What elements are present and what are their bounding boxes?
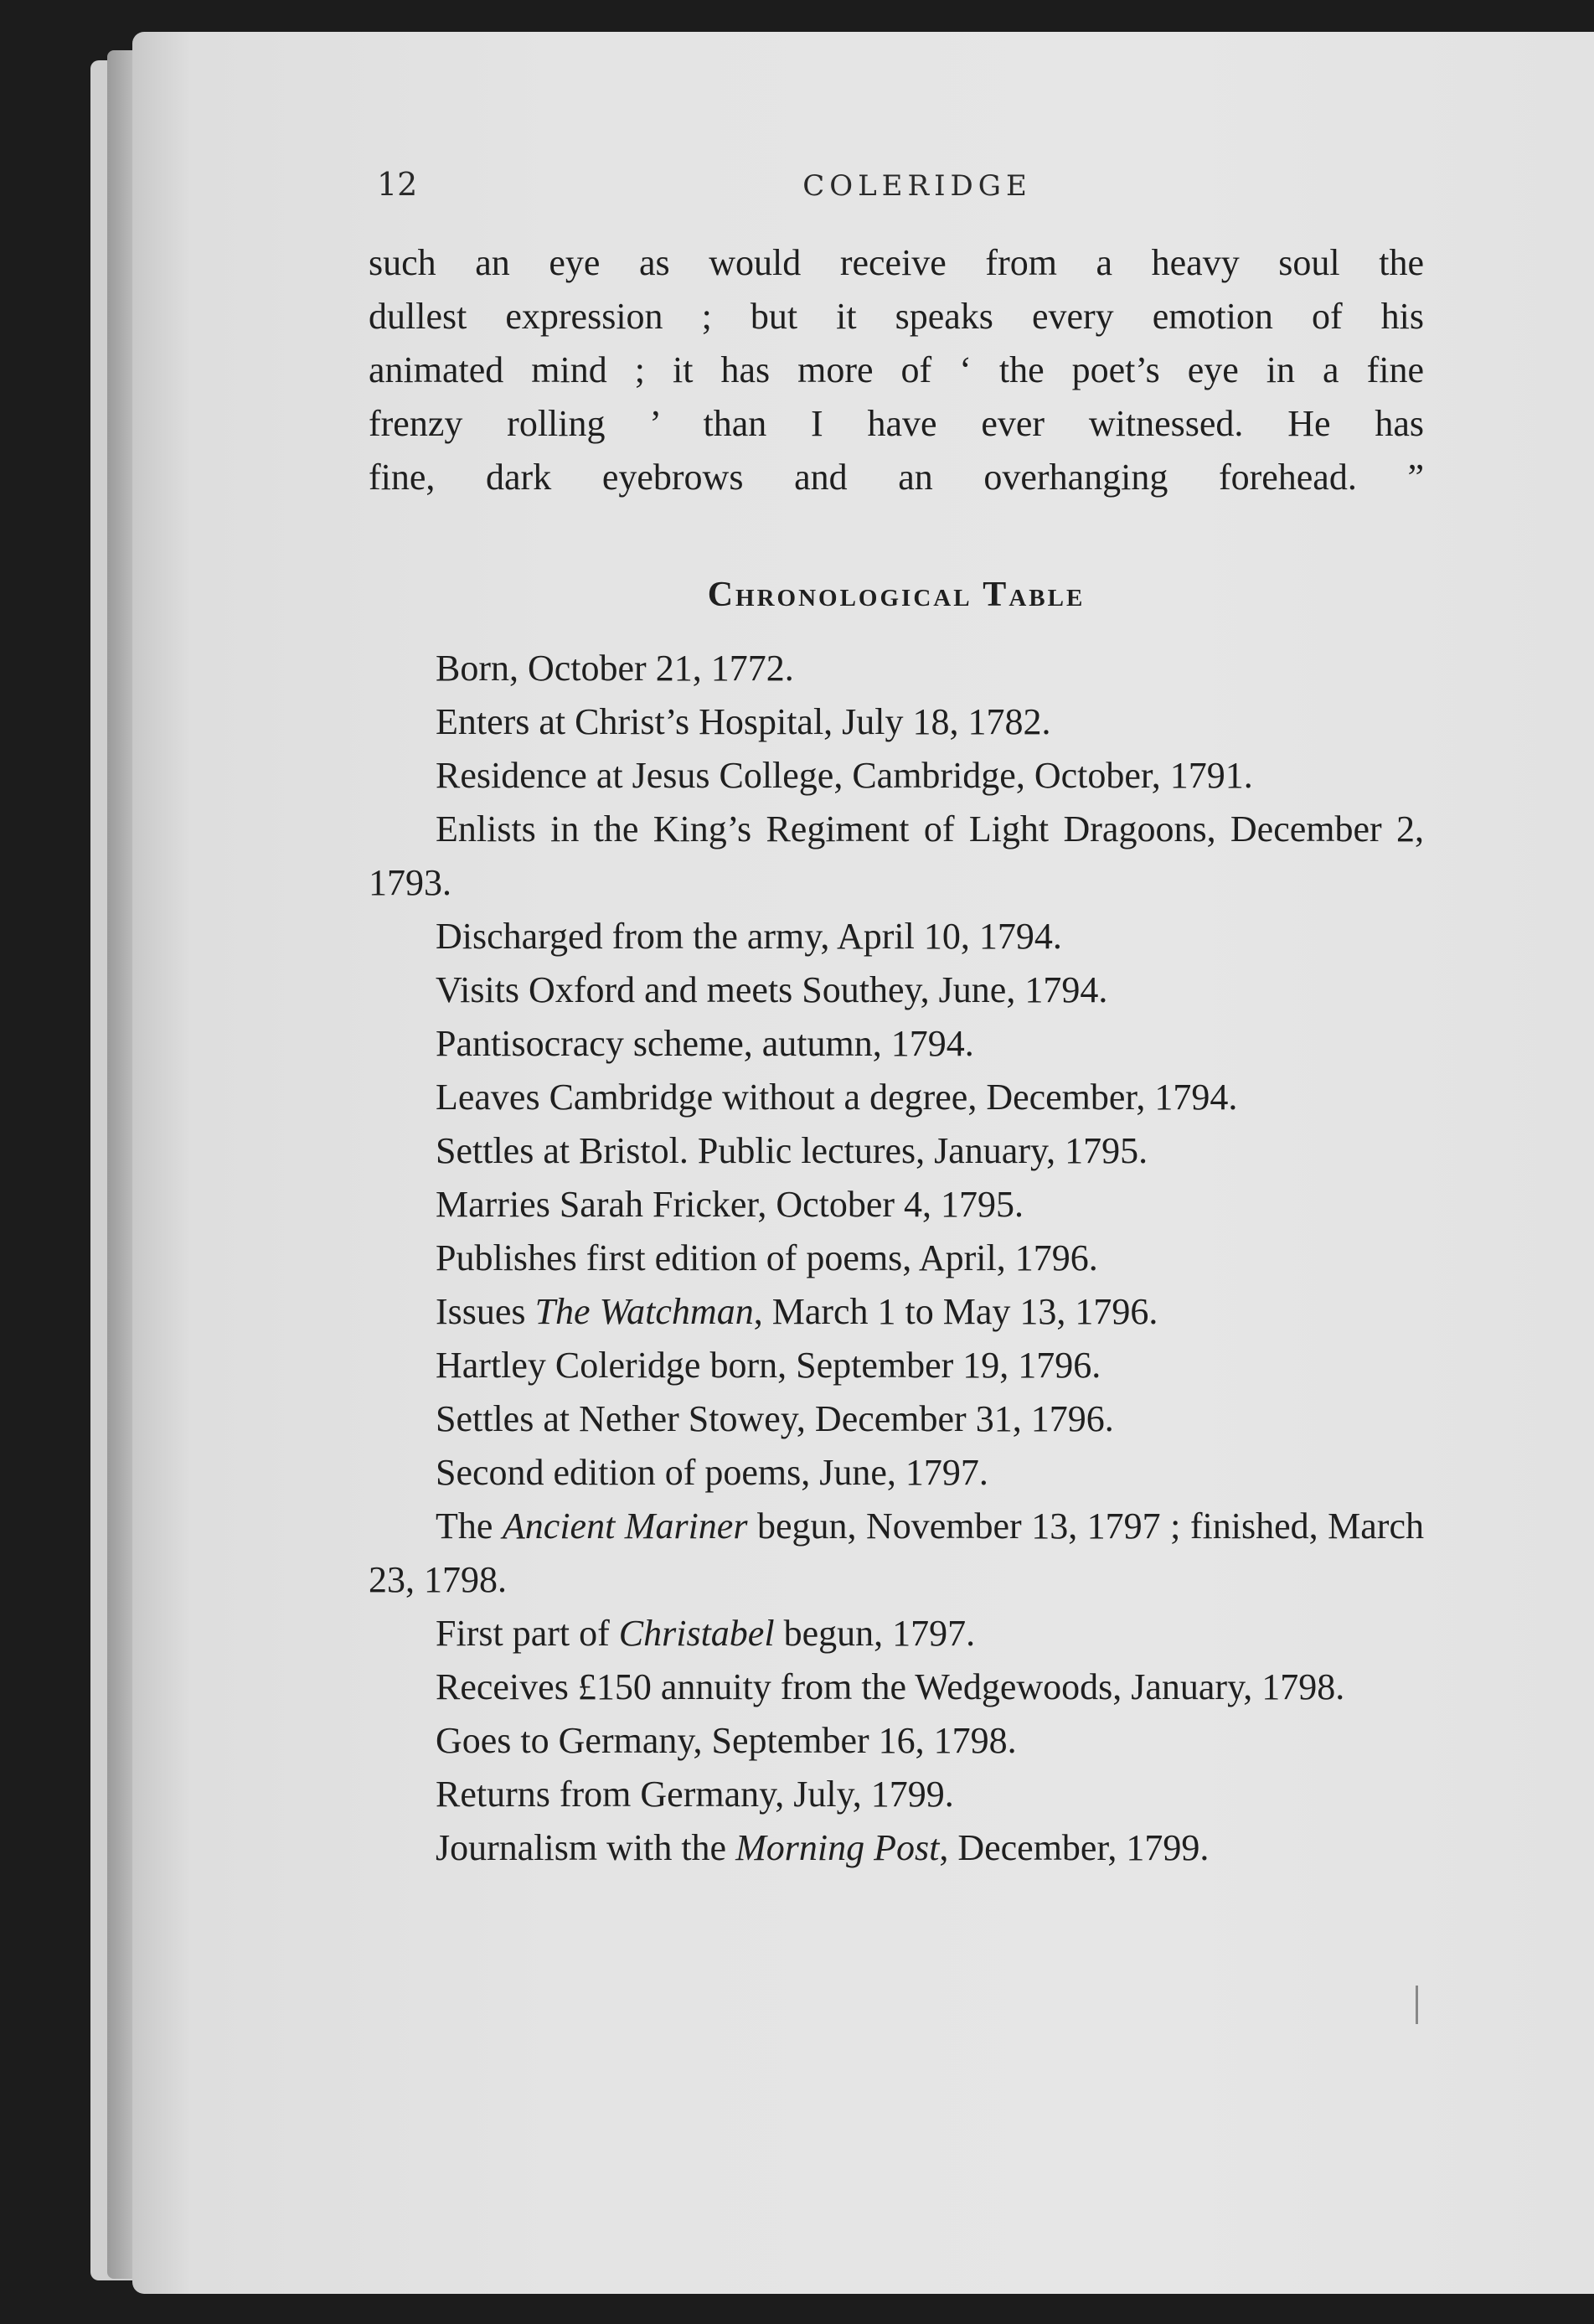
- entry-text-continued: , December, 1799.: [939, 1827, 1210, 1868]
- chronology-entry: [369, 1071, 1424, 1124]
- chronology-entry: [369, 963, 1424, 1017]
- chronology-entry: [369, 1124, 1424, 1178]
- chronology-entry: [369, 1446, 1424, 1500]
- entry-text-continued: , March 1 to May 13, 1796.: [753, 1291, 1158, 1332]
- intro-line: frenzy rolling ’ than I have ever witnessed. He has: [369, 403, 1424, 444]
- chronology-entry: [369, 1821, 1424, 1875]
- page-number: 12: [377, 166, 418, 203]
- chronology-entry: [369, 1500, 1424, 1607]
- section-title: Chronological Table: [707, 576, 1086, 614]
- entry-text: Returns from Germany, July, 1799.: [436, 1774, 954, 1815]
- chronology-entry: [369, 1339, 1424, 1392]
- entry-text-continued: begun, 1797.: [774, 1613, 976, 1654]
- intro-line: fine, dark eyebrows and an overhanging forehead. ”: [369, 457, 1424, 498]
- chronology-entry: [369, 1714, 1424, 1768]
- running-head: COLERIDGE: [802, 169, 1032, 203]
- entry-text: Residence at Jesus College, Cambridge, October, 1791.: [436, 755, 1253, 796]
- entry-text: Discharged from the army, April 10, 1794.: [436, 916, 1062, 957]
- entry-text: Marries Sarah Fricker, October 4, 1795.: [436, 1184, 1024, 1225]
- entry-text: Goes to Germany, September 16, 1798.: [436, 1720, 1017, 1761]
- chronology-entry: [369, 1017, 1424, 1071]
- chronology-entry: [369, 1178, 1424, 1232]
- chronology-entry: [369, 1768, 1424, 1821]
- chronology-entry: [369, 1285, 1424, 1339]
- entry-text: Receives £150 annuity from the Wedgewoods, January, 1798.: [436, 1666, 1345, 1707]
- chronology-entry: [369, 1232, 1424, 1285]
- entry-italic-title: Ancient Mariner: [502, 1505, 748, 1547]
- intro-line: such an eye as would receive from a heavy soul the: [369, 242, 1424, 283]
- entry-text: First part of: [436, 1613, 619, 1654]
- entry-text-continued: begun, November 13, 1797 ; finished, March 23, 1798.: [369, 1505, 1424, 1600]
- entry-text: The: [436, 1505, 503, 1547]
- chronology-entry: [369, 749, 1424, 803]
- entry-text: Enlists in the King’s Regiment of Light Dragoons, December 2, 1793.: [369, 808, 1424, 903]
- entry-text: Settles at Bristol. Public lectures, January, 1795.: [436, 1130, 1148, 1171]
- entry-text: Leaves Cambridge without a degree, December, 1794.: [436, 1077, 1238, 1118]
- entry-text: Journalism with the: [436, 1827, 736, 1868]
- entry-text: Issues: [436, 1291, 535, 1332]
- chronology-entry: [369, 1607, 1424, 1660]
- margin-mark: [1416, 1986, 1418, 2024]
- chronology-entry: [369, 803, 1424, 910]
- entry-text: Enters at Christ’s Hospital, July 18, 1782.: [436, 701, 1051, 742]
- page-header: [377, 166, 1407, 216]
- entry-text: Born, October 21, 1772.: [436, 648, 794, 689]
- intro-line: dullest expression ; but it speaks every emotion of his: [369, 296, 1424, 337]
- chronology-entry: [369, 1392, 1424, 1446]
- entry-italic-title: The Watchman: [534, 1291, 754, 1332]
- chronology-list: [369, 642, 1424, 1875]
- entry-text: Pantisocracy scheme, autumn, 1794.: [436, 1023, 974, 1064]
- chronology-entry: [369, 1660, 1424, 1714]
- intro-line: animated mind ; it has more of ‘ the poet’s eye in a fine: [369, 349, 1424, 390]
- entry-text: Publishes first edition of poems, April, 1796.: [436, 1237, 1098, 1278]
- entry-text: Visits Oxford and meets Southey, June, 1794.: [436, 969, 1108, 1010]
- chronology-entry: [369, 642, 1424, 695]
- entry-text: Settles at Nether Stowey, December 31, 1796.: [436, 1398, 1114, 1439]
- entry-italic-title: Morning Post: [735, 1827, 940, 1868]
- chronology-entry: [369, 910, 1424, 963]
- chronology-entry: [369, 695, 1424, 749]
- entry-text: Hartley Coleridge born, September 19, 1796.: [436, 1345, 1101, 1386]
- page-body: [369, 236, 1424, 1875]
- entry-italic-title: Christabel: [618, 1613, 775, 1654]
- entry-text: Second edition of poems, June, 1797.: [436, 1452, 988, 1493]
